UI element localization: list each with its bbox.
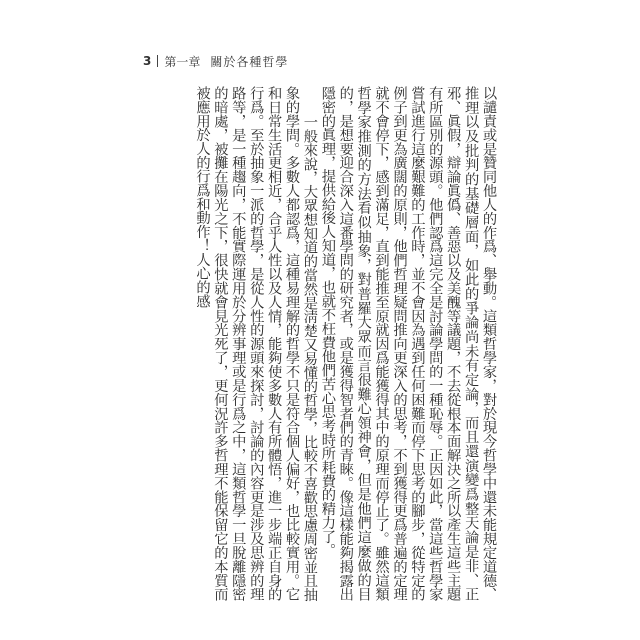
page-number: 3 [143, 54, 152, 68]
paragraph: 以譴責或是贊同他人的作爲、舉動。這類哲學家，對於現今哲學中還未能規定道德、推理以及批判的基礎層面，如此的爭論尚未有定論，而且還演變爲整天論是非、正邪、眞假，辯論眞僞、善惡以及美醜等議題，不去從根本面解決之所以產生這些主題有所區別的源頭。他們認爲這完全是討論學問的一種恥辱。正因如此，當這些哲學家嘗試進行這麼艱難的工作時，並不會因為遇到任何困難而停下思考的腳步，從特定的例子到更為廣闊的原則，他們哲理疑問推向更深入的思考，不到獲得更爲普遍的定理就不會停下，感到滿足，直到能推至原就因爲能獲得其中的原理而停止了。雖然這類哲學家推測的方法看似抽象，對普羅大眾而言很難心領神會，但是他們這麼做的目的，是想要迎合深入這番學問的研究者，或是獲得智者們的青睞。像這樣能夠揭露出隱密的眞理，提供給後人知道，也就不枉費他們苦心思考時所耗費的精力了。 [319, 86, 497, 601]
header-divider [157, 55, 158, 67]
vertical-body-text [194, 86, 497, 601]
paragraph: 一般來說，大眾想知道的當然是淸楚又易懂的哲學，比較不喜歡思慮周密並且抽象的學問。多數人都認爲，這種易理解的哲學不只是符合個人偏好，也比較實用。它和日常生活更相近，合乎人性以及人情，能夠使多數人有所體悟，進一步端正自身的行爲。至於抽象一派的哲學，是從人性的源頭來探討，討論的內容更是涉及思辨的理路等，是一種趨向，不能實際運用於分辨事理或是行爲之中，這類哲學一旦脫離隱密的暗處，被攤在陽光之下，很快就會見光死了，更何況許多哲理不能保留它的本質而被應用於人的行爲和動作！人心的感 [194, 86, 318, 601]
chapter-title: 關於各種哲學 [210, 54, 289, 69]
running-header [143, 50, 288, 72]
chapter-label: 第一章 [164, 54, 201, 69]
